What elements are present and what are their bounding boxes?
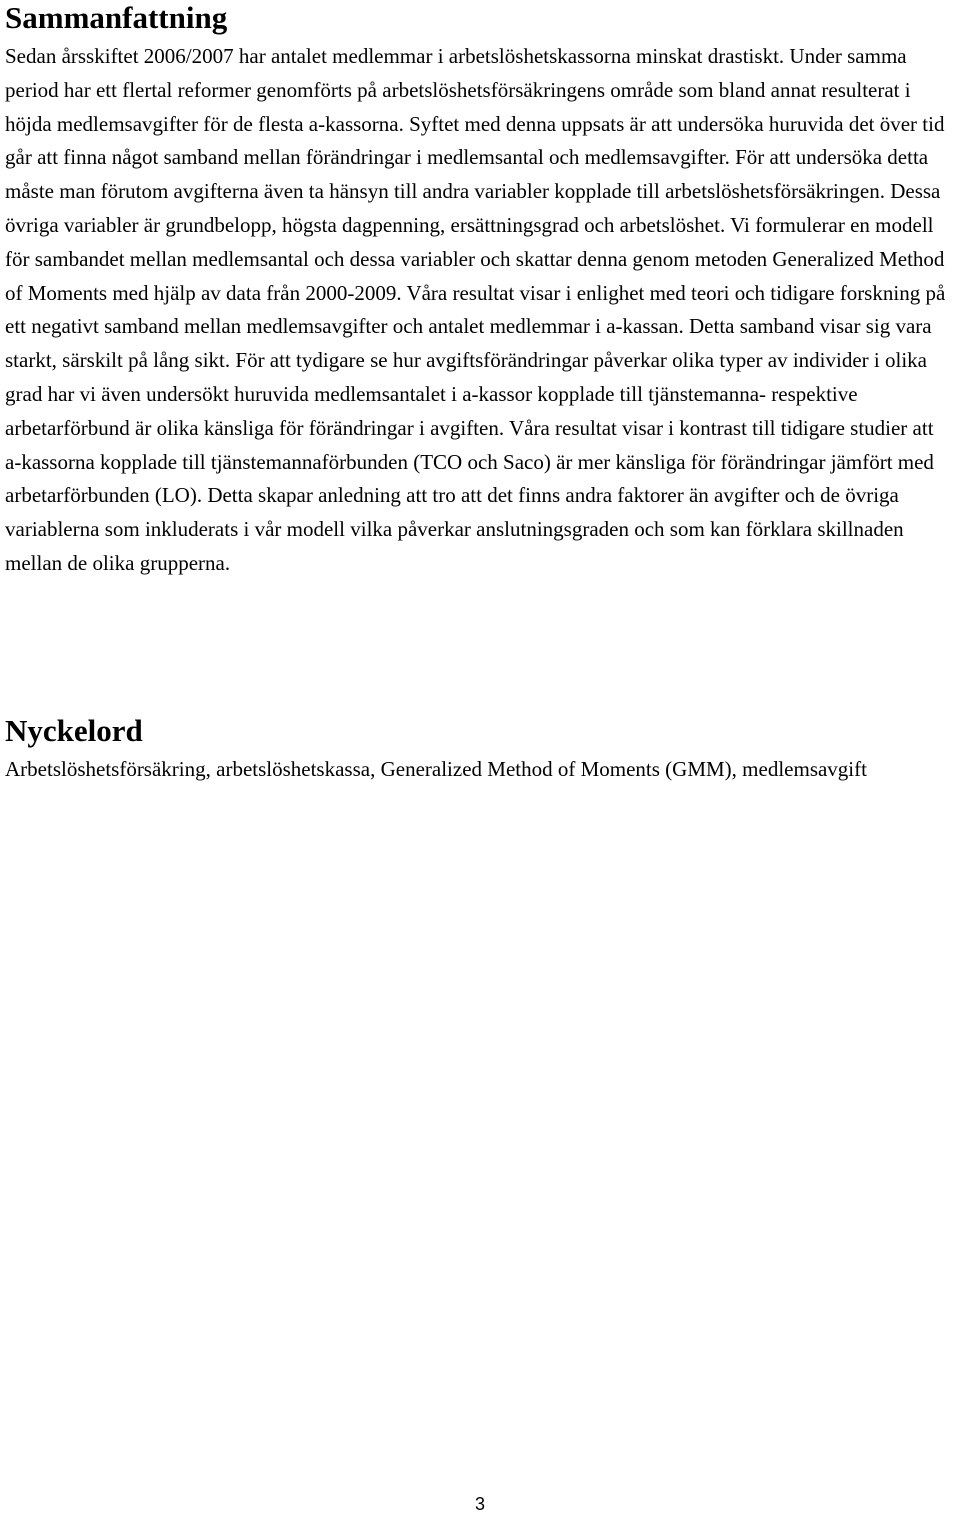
- keywords-paragraph: Arbetslöshetsförsäkring, arbetslöshetskassa, Generalized Method of Moments (GMM), medlemsavgift: [5, 757, 867, 781]
- keywords-heading: Nyckelord: [5, 713, 143, 748]
- summary-heading: Sammanfattning: [5, 0, 228, 35]
- summary-paragraph: Sedan årsskiftet 2006/2007 har antalet medlemmar i arbetslöshetskassorna minskat drastiskt. Under samma period har ett flertal reformer genomförts på arbetslöshetsförsäkringens område som bland annat resulterat i höjda medlemsavgifter för de flesta a-kassorna. Syftet med denna uppsats är att undersöka huruvida det över tid går att finna något samband mellan förändringar i medlemsantal och medlemsavgifter. För att undersöka detta måste man förutom avgifterna även ta hänsyn till andra variabler kopplade till arbetslöshetsförsäkringen. Dessa övriga variabler är grundbelopp, högsta dagpenning, ersättningsgrad och arbetslöshet. Vi formulerar en modell för sambandet mellan medlemsantal och dessa variabler och skattar denna genom metoden Generalized Method of Moments med hjälp av data från 2000-2009. Våra resultat visar i enlighet med teori och tidigare forskning på ett negativt samband mellan medlemsavgifter och antalet medlemmar i a-kassan. Detta samband visar sig vara starkt, särskilt på lång sikt. För att tydigare se hur avgiftsförändringar påverkar olika typer av individer i olika grad har vi även undersökt huruvida medlemsantalet i a-kassor kopplade till tjänstemanna- respektive arbetarförbund är olika känsliga för förändringar i avgiften. Våra resultat visar i kontrast till tidigare studier att a-kassorna kopplade till tjänstemannaförbunden (TCO och Saco) är mer känsliga för förändringar jämfört med arbetarförbunden (LO). Detta skapar anledning att tro att det finns andra faktorer än avgifter och de övriga variablerna som inkluderats i vår modell vilka påverkar anslutningsgraden och som kan förklara skillnaden mellan de olika grupperna.: [5, 44, 946, 575]
- page-number: 3: [474, 1494, 485, 1514]
